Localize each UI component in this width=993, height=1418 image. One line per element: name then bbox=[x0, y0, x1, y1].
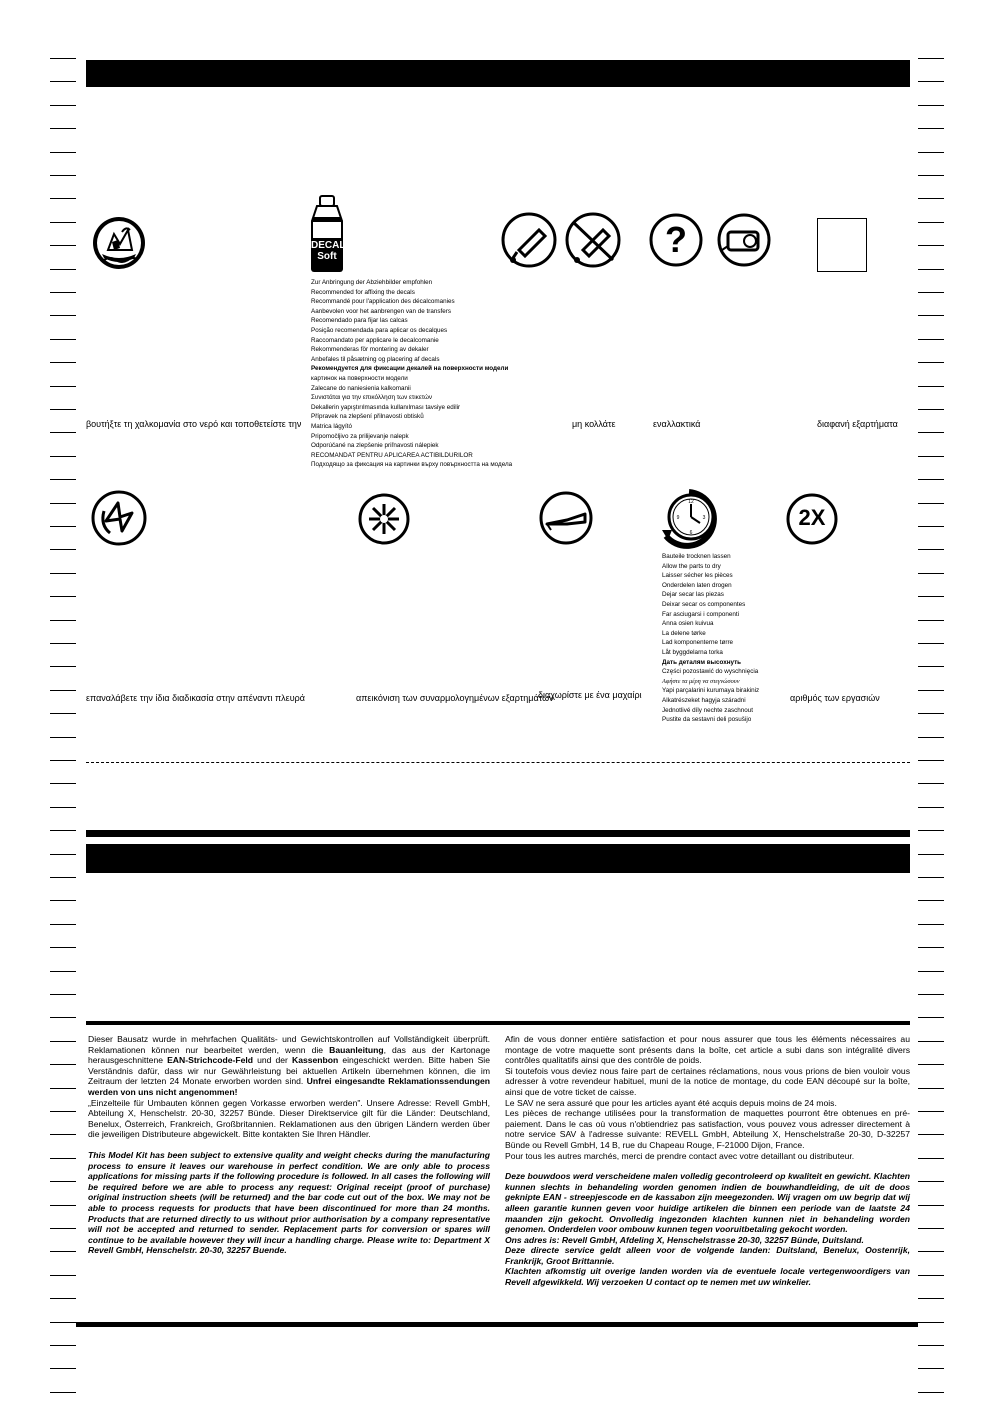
margin-tick bbox=[918, 924, 944, 925]
list-item: Laisser sécher les pièces bbox=[662, 572, 733, 580]
margin-tick bbox=[50, 152, 76, 153]
list-item: Aanbevolen voor het aanbrengen van de transfers bbox=[311, 307, 452, 315]
margin-tick bbox=[50, 1251, 76, 1252]
margin-tick bbox=[918, 643, 944, 644]
margin-tick bbox=[50, 222, 76, 223]
list-item: Recommandé pour l'application des décalcomanies bbox=[311, 298, 455, 306]
decal-bottle-label bbox=[311, 240, 346, 262]
right-margin-marks bbox=[918, 0, 944, 1418]
margin-tick bbox=[50, 1158, 76, 1159]
decal-water-icon bbox=[90, 214, 148, 272]
margin-tick bbox=[50, 924, 76, 925]
margin-tick bbox=[918, 152, 944, 153]
margin-tick bbox=[918, 1134, 944, 1135]
assembled-parts-icon bbox=[357, 492, 411, 546]
margin-tick bbox=[50, 643, 76, 644]
margin-tick bbox=[918, 175, 944, 176]
list-item: Dekallerin yapıştırılmasında kullanılması tavsiye edilir bbox=[311, 403, 461, 411]
greek-alternative: εναλλακτικά bbox=[653, 419, 701, 429]
margin-tick bbox=[50, 1017, 76, 1018]
margin-tick bbox=[918, 947, 944, 948]
margin-tick bbox=[918, 456, 944, 457]
warranty-right-column bbox=[505, 1034, 910, 1288]
list-item: Zur Anbringung der Abziehbilder empfohlen bbox=[311, 279, 433, 286]
greek-cut-knife: διαχωρίστε με ένα μαχαίρι bbox=[538, 690, 642, 700]
list-item: Συνιστάται για την επικόλληση των ετικετών bbox=[311, 394, 433, 402]
text-segment: Bauanleitung bbox=[329, 1044, 384, 1055]
list-item: Raccomandato per applicare le decalcomanie bbox=[311, 336, 439, 344]
margin-tick bbox=[50, 1064, 76, 1065]
margin-tick bbox=[50, 854, 76, 855]
list-item: Låt byggdelarna torka bbox=[662, 648, 723, 656]
list-item: Recommended for affixing the decals bbox=[311, 288, 415, 296]
dry-instructions-list bbox=[662, 552, 759, 725]
margin-tick bbox=[918, 386, 944, 387]
list-item: Matrica lágyító bbox=[311, 422, 352, 430]
margin-tick bbox=[918, 666, 944, 667]
list-item: Pripomočljivo za prilijevanje nalepk bbox=[311, 432, 409, 440]
tape-dispenser-icon bbox=[716, 212, 772, 268]
margin-tick bbox=[918, 971, 944, 972]
margin-tick bbox=[50, 1275, 76, 1276]
margin-tick bbox=[50, 1205, 76, 1206]
list-item: Far asciugarsi i componenti bbox=[662, 610, 739, 618]
margin-tick bbox=[918, 526, 944, 527]
margin-tick bbox=[50, 432, 76, 433]
margin-tick bbox=[50, 526, 76, 527]
text-segment: Dieser Bausatz wurde in mehrfachen Qualitäts- und Gewichtskontrollen auf Vollständigkeit überprüft. Reklamationen können nur bearbeitet werden, wenn die bbox=[88, 1034, 490, 1055]
left-margin-marks bbox=[50, 0, 76, 1418]
margin-tick bbox=[918, 1017, 944, 1018]
margin-tick bbox=[50, 81, 76, 82]
times-2x-label: 2X bbox=[798, 505, 826, 530]
warranty-paragraph: Le SAV ne sera assuré que pour les articles ayant été acquis depuis moins de 24 mois. bbox=[505, 1097, 837, 1108]
margin-tick bbox=[918, 1298, 944, 1299]
margin-tick bbox=[918, 1064, 944, 1065]
second-header-bar bbox=[86, 844, 910, 873]
margin-tick bbox=[50, 1228, 76, 1229]
decal-instructions-list bbox=[311, 278, 512, 470]
question-mark-icon bbox=[648, 212, 704, 268]
margin-tick bbox=[50, 620, 76, 621]
knife-icon bbox=[537, 490, 595, 546]
svg-text:9: 9 bbox=[676, 515, 680, 521]
margin-tick bbox=[918, 479, 944, 480]
margin-tick bbox=[918, 573, 944, 574]
margin-tick bbox=[918, 620, 944, 621]
warranty-paragraph: Ons adres is: Revell GmbH, Afdeling X, Henschelstrasse 20-30, 32257 Bünde, Duitsland. bbox=[505, 1234, 864, 1245]
margin-tick bbox=[918, 1368, 944, 1369]
margin-tick bbox=[918, 1205, 944, 1206]
glue-tube-icon bbox=[499, 212, 559, 268]
margin-tick bbox=[50, 713, 76, 714]
margin-tick bbox=[50, 760, 76, 761]
list-item: Pustite da sestavni deli posušijo bbox=[662, 716, 752, 724]
warranty-paragraph: Deze bouwdoos werd verscheidene malen volledig gecontroleerd op kwaliteit en gewicht. Klachten kunnen slechts in behandeling worden genomen indien de bouwhandleiding, de uit de doos geknipte EAN - streepjescode en de kassabon zijn meegezonden. Wij vragen om uw begrip dat wij alleen garantie kunnen geven voor huidige artikelen die binnen een periode van de laatste 24 maanden zijn gekocht. Onvolledig ingezonden klachten kunnen niet in behandeling worden genomen. Onderdelen voor ombouw kunnen tegen vooruitbetaling gekocht worden. bbox=[505, 1171, 910, 1235]
list-item: Anbefales til påsætning og placering af decals bbox=[311, 355, 440, 363]
margin-tick bbox=[918, 1158, 944, 1159]
margin-tick bbox=[50, 783, 76, 784]
list-item: Yapi parçalarini kurumaya birakiniz bbox=[662, 687, 760, 695]
margin-tick bbox=[918, 830, 944, 831]
margin-tick bbox=[50, 105, 76, 106]
margin-tick bbox=[50, 947, 76, 948]
warranty-paragraph: Les pièces de rechange utilisées pour la transformation de maquettes pourront être obtenues en pré-paiement. Dans le cas où vous n'obtiendriez pas satisfaction, vous pouvez vous adresser directement à notre service SAV à l'adresse suivante: REVELL GmbH, Abteilung X, Henschelstraße 20-30, D-32257 Bünde ou Revell GmbH, 14 B, rue du Chapeau Rouge, F-21000 Dijon, France. bbox=[505, 1108, 910, 1150]
margin-tick bbox=[918, 292, 944, 293]
margin-tick bbox=[918, 737, 944, 738]
margin-tick bbox=[918, 854, 944, 855]
transparent-parts-box bbox=[817, 218, 867, 272]
margin-tick bbox=[50, 479, 76, 480]
margin-tick bbox=[918, 807, 944, 808]
margin-tick bbox=[918, 596, 944, 597]
warranty-german bbox=[88, 1034, 490, 1140]
greek-do-not-glue: μη κολλάτε bbox=[572, 419, 616, 429]
warranty-paragraph: Deze directe service geldt alleen voor de volgende landen: Duitsland, Benelux, Oostenrijk, Frankrijk, Groot Brittannie. bbox=[505, 1245, 910, 1266]
warranty-paragraph: Si toutefois vous deviez nous faire part de certaines réclamations, nous vous prions de bien vouloir vous adresser à votre revendeur habituel, muni de la notice de montage, du code EAN découpé sur la boîte, ainsi que de votre ticket de caisse. bbox=[505, 1065, 910, 1097]
margin-tick bbox=[50, 1345, 76, 1346]
margin-tick bbox=[50, 175, 76, 176]
margin-tick bbox=[918, 81, 944, 82]
greek-assembled-parts: απεικόνιση των συναρμολογημένων εξαρτημάτων bbox=[356, 693, 554, 703]
margin-tick bbox=[50, 877, 76, 878]
section-divider-rule bbox=[86, 830, 910, 837]
margin-tick bbox=[918, 1228, 944, 1229]
list-item: Αφήστε τα μέρη να στεγνώσουν bbox=[662, 677, 740, 685]
margin-tick bbox=[50, 362, 76, 363]
warranty-french bbox=[505, 1034, 910, 1161]
warranty-left-column bbox=[88, 1034, 490, 1263]
margin-tick bbox=[918, 105, 944, 106]
bottom-rule bbox=[76, 1322, 918, 1327]
margin-tick bbox=[918, 409, 944, 410]
list-item: Anna osien kuivua bbox=[662, 620, 714, 628]
svg-text:?: ? bbox=[665, 219, 687, 260]
greek-transparent-parts: διαφανή εξαρτήματα bbox=[817, 419, 898, 429]
list-item: Dejar secar las piezas bbox=[662, 591, 724, 599]
list-item: Recomendado para fijar las calcas bbox=[311, 317, 408, 325]
list-item: Jednotlivé díly nechte zaschnout bbox=[662, 706, 754, 714]
svg-text:6: 6 bbox=[689, 530, 693, 536]
margin-tick bbox=[918, 783, 944, 784]
warranty-paragraph: Pour tous les autres marchés, merci de prendre contact avec votre detaillant ou distributeur. bbox=[505, 1150, 855, 1161]
margin-tick bbox=[918, 315, 944, 316]
list-item: Bauteile trocknen lassen bbox=[662, 553, 731, 560]
repeat-other-side-icon bbox=[90, 489, 148, 547]
decal-label-bottom: Soft bbox=[317, 251, 337, 262]
list-item: Přípravek na zlepšení přilnavosti obtisků bbox=[311, 413, 424, 421]
warranty-top-rule bbox=[86, 1021, 910, 1025]
list-item: Onderdelen laten drogen bbox=[662, 581, 732, 589]
warranty-paragraph: Afin de vous donner entière satisfaction et pour nous assurer que tous les éléments nécessaires au montage de votre maquette sont présents dans la boîte, cet article a subi dans son intégralité divers contrôles qualitatifs ainsi que des contrôle de poids. bbox=[505, 1034, 910, 1066]
margin-tick bbox=[50, 503, 76, 504]
margin-tick bbox=[918, 269, 944, 270]
text-segment: EAN-Strichcode-Feld bbox=[167, 1055, 254, 1066]
margin-tick bbox=[50, 994, 76, 995]
margin-tick bbox=[918, 245, 944, 246]
list-item: Części pozostawić do wyschnięcia bbox=[662, 668, 759, 676]
clock-dry-icon bbox=[658, 488, 720, 550]
margin-tick bbox=[918, 222, 944, 223]
margin-tick bbox=[50, 339, 76, 340]
decal-soft-bottle-icon bbox=[305, 194, 349, 274]
warranty-german-paragraph bbox=[88, 1034, 490, 1098]
margin-tick bbox=[918, 690, 944, 691]
list-item: Allow the parts to dry bbox=[662, 562, 721, 570]
margin-tick bbox=[50, 1111, 76, 1112]
margin-tick bbox=[50, 1181, 76, 1182]
margin-tick bbox=[918, 760, 944, 761]
margin-tick bbox=[918, 198, 944, 199]
svg-text:3: 3 bbox=[702, 515, 706, 521]
margin-tick bbox=[918, 58, 944, 59]
margin-tick bbox=[50, 690, 76, 691]
list-item: Odporúčané na zlepšenie priľnavosti nálepiek bbox=[311, 442, 439, 450]
margin-tick bbox=[50, 596, 76, 597]
text-segment: Unfrei eingesandte Reklamationssendungen werden von uns nicht angenommen! bbox=[88, 1076, 490, 1097]
margin-tick bbox=[918, 362, 944, 363]
margin-tick bbox=[50, 1041, 76, 1042]
margin-tick bbox=[50, 456, 76, 457]
list-item: Lad komponenterne tørre bbox=[662, 639, 734, 647]
margin-tick bbox=[918, 432, 944, 433]
margin-tick bbox=[918, 1041, 944, 1042]
margin-tick bbox=[50, 549, 76, 550]
margin-tick bbox=[50, 315, 76, 316]
margin-tick bbox=[50, 1392, 76, 1393]
margin-tick bbox=[50, 900, 76, 901]
margin-tick bbox=[918, 994, 944, 995]
margin-tick bbox=[50, 58, 76, 59]
greek-number-operations: αριθμός των εργασιών bbox=[790, 693, 880, 703]
margin-tick bbox=[918, 1345, 944, 1346]
margin-tick bbox=[50, 409, 76, 410]
margin-tick bbox=[50, 830, 76, 831]
text-segment: „Einzelteile für Umbauten können gegen Vorkasse erworben werden". Unsere Adresse: Revell GmbH, Abteilung X, Henschelstr. 20-30, 32257 Bünde. Dieser Direktservice gilt für die Länder: Deutschland, Benelux, Österreich, Frankreich, Großbritannien. Reklamationen aus den übrigen Ländern werden über die jeweiligen Distributeure abgewickelt. Bitte kontakten Sie Ihren Händler. bbox=[88, 1097, 490, 1140]
margin-tick bbox=[50, 971, 76, 972]
decal-label-top: DECAL bbox=[311, 240, 346, 251]
margin-tick bbox=[918, 1088, 944, 1089]
warranty-english: This Model Kit has been subject to extensive quality and weight checks during the manufacturing process to ensure it leaves our warehouse in perfect condition. We are only able to process applications for missing parts if the following procedure is followed. In all cases the following will be required before we are able to process any request: Original receipt (proof of purchase) original instruction sheets (will be returned) and the bar code cut out of the box. We may not be able to process requests for products that have been discontinued for more than 24 months. Products that are returned directly to us without prior authorisation by a company representative will not be accepted and returned to sender. Replacement parts for conversion or spares will continue to be available however they will incur a handling charge. Please write to: Department X Revell GmbH, Henschelstr. 20-30, 32257 Buende. bbox=[88, 1149, 490, 1256]
margin-tick bbox=[918, 900, 944, 901]
margin-tick bbox=[50, 1088, 76, 1089]
margin-tick bbox=[918, 549, 944, 550]
margin-tick bbox=[50, 128, 76, 129]
list-item: Zalecane do naniesienia kalkomanii bbox=[311, 384, 411, 392]
list-item: Rekommenderas för montering av dekaler bbox=[311, 346, 429, 354]
margin-tick bbox=[918, 713, 944, 714]
text-segment: und der bbox=[253, 1055, 292, 1066]
margin-tick bbox=[50, 807, 76, 808]
margin-tick bbox=[50, 1368, 76, 1369]
list-item: Подходящо за фиксация на картинки върху повърхността на модела bbox=[311, 461, 513, 469]
margin-tick bbox=[50, 269, 76, 270]
top-header-bar bbox=[86, 60, 910, 87]
margin-tick bbox=[918, 1181, 944, 1182]
margin-tick bbox=[918, 1322, 944, 1323]
greek-repeat-side: επαναλάβετε την ίδια διαδικασία στην απέναντι πλευρά bbox=[86, 693, 305, 703]
list-item: Рекомендуется для фиксации декалей на поверхности модели bbox=[311, 365, 509, 373]
margin-tick bbox=[918, 1392, 944, 1393]
margin-tick bbox=[918, 128, 944, 129]
warranty-german-paragraph bbox=[88, 1098, 490, 1140]
margin-tick bbox=[50, 292, 76, 293]
svg-text:12: 12 bbox=[688, 499, 694, 505]
no-glue-icon bbox=[563, 212, 623, 268]
margin-tick bbox=[918, 1111, 944, 1112]
margin-tick bbox=[918, 503, 944, 504]
margin-tick bbox=[50, 245, 76, 246]
margin-tick bbox=[50, 1134, 76, 1135]
margin-tick bbox=[50, 737, 76, 738]
list-item: La delene tørke bbox=[662, 629, 706, 637]
list-item: картинок на поверхности модели bbox=[311, 374, 408, 382]
text-segment: , das aus der Kartonage herausgeschnittene bbox=[88, 1044, 490, 1066]
greek-dip-decal: βουτήξτε τη χαλκομανία στο νερό και τοποθετείστε την bbox=[86, 419, 302, 429]
margin-tick bbox=[50, 573, 76, 574]
margin-tick bbox=[50, 386, 76, 387]
margin-tick bbox=[918, 877, 944, 878]
list-item: Posição recomendada para aplicar os decalques bbox=[311, 326, 448, 334]
dashed-separator bbox=[86, 762, 910, 763]
margin-tick bbox=[918, 339, 944, 340]
list-item: RECOMANDAT PENTRU APLICAREA ACTIBILDURILOR bbox=[311, 451, 473, 459]
margin-tick bbox=[918, 1251, 944, 1252]
text-segment: eingeschickt werden. Bitte haben Sie Verständnis dafür, dass wir nur Gewährleistung bei aktuellen Artikeln übernehmen können, die im Zeitraum der letzten 24 Monate erworben worden sind. bbox=[88, 1055, 490, 1087]
margin-tick bbox=[918, 1275, 944, 1276]
margin-tick bbox=[50, 1298, 76, 1299]
margin-tick bbox=[50, 666, 76, 667]
warranty-dutch bbox=[505, 1171, 910, 1288]
warranty-paragraph: Klachten afkomstig uit overige landen worden via de eventuele locale vertegenwoordigers van Revell afgewikkeld. Wij verzoeken U contact op te nemen met uw winkelier. bbox=[505, 1266, 910, 1288]
list-item: Alkatrészeket hagyja száradni bbox=[662, 696, 746, 704]
text-segment: Kassenbon bbox=[291, 1055, 339, 1066]
margin-tick bbox=[50, 1322, 76, 1323]
list-item: Дать деталям высохнуть bbox=[662, 658, 742, 666]
margin-tick bbox=[50, 198, 76, 199]
list-item: Deixar secar os componentes bbox=[662, 600, 746, 608]
